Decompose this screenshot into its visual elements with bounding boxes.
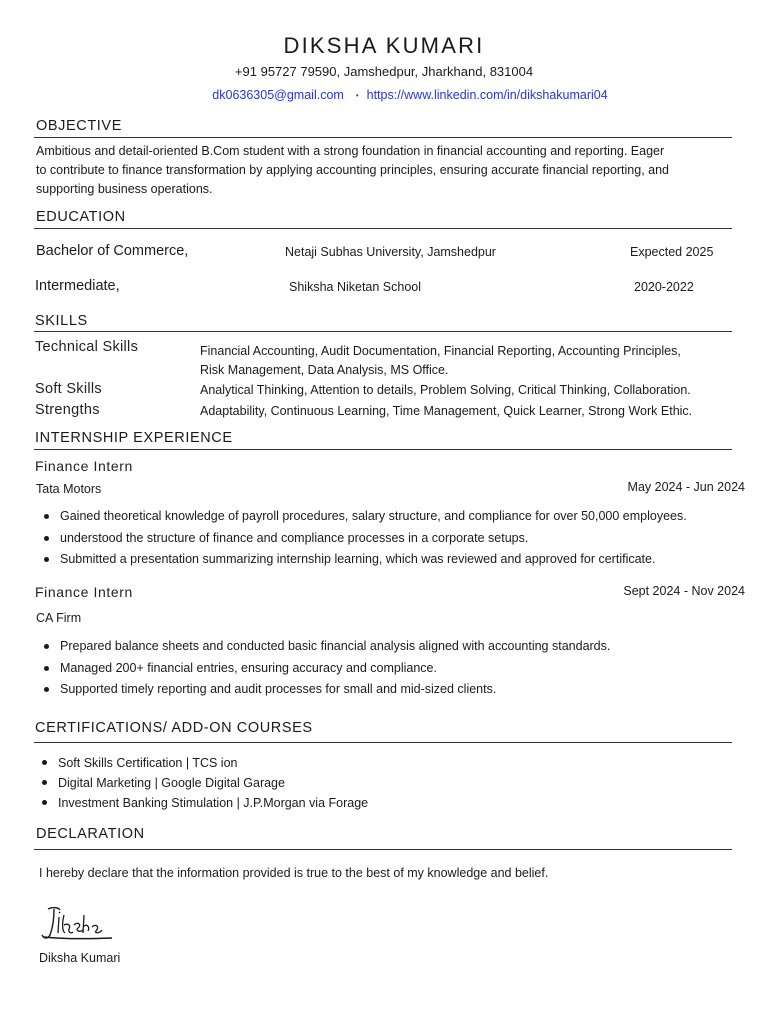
section-rule — [34, 849, 732, 850]
objective-line: supporting business operations. — [36, 182, 213, 196]
education-heading: EDUCATION — [36, 209, 126, 225]
declaration-heading: DECLARATION — [36, 826, 145, 842]
education-degree: Bachelor of Commerce, — [36, 243, 189, 259]
section-rule — [34, 137, 732, 138]
technical-skills-line: Risk Management, Data Analysis, MS Office. — [200, 363, 449, 377]
section-rule — [34, 228, 732, 229]
education-date: Expected 2025 — [630, 245, 714, 259]
certifications-heading: CERTIFICATIONS/ ADD-ON COURSES — [35, 720, 313, 736]
internship-bullets — [36, 506, 756, 571]
technical-skills-line: Financial Accounting, Audit Documentation, Financial Reporting, Accounting Principles, — [200, 344, 681, 358]
internship-dates: May 2024 - Jun 2024 — [627, 480, 745, 494]
internship-bullets — [36, 636, 756, 701]
certifications-list — [36, 753, 736, 813]
skills-heading: SKILLS — [35, 313, 88, 329]
education-date: 2020-2022 — [634, 280, 694, 294]
soft-skills-text: Analytical Thinking, Attention to details, Problem Solving, Critical Thinking, Collaboration. — [200, 383, 691, 397]
link-separator: • — [355, 91, 359, 101]
internship-company: Tata Motors — [36, 482, 102, 496]
email-link[interactable]: dk0636305@gmail.com — [212, 88, 344, 102]
objective-line: to contribute to finance transformation by applying accounting principles, ensuring accurate financial reporting, and — [36, 163, 670, 177]
strengths-text: Adaptability, Continuous Learning, Time Management, Quick Learner, Strong Work Ethic. — [200, 404, 693, 418]
technical-skills-text — [200, 342, 740, 380]
list-item: Digital Marketing | Google Digital Garage — [36, 773, 736, 793]
signature-icon — [38, 903, 118, 945]
linkedin-link[interactable]: https://www.linkedin.com/in/dikshakumari04 — [366, 88, 608, 102]
education-degree: Intermediate, — [35, 278, 120, 294]
internship-dates: Sept 2024 - Nov 2024 — [623, 584, 745, 598]
list-item: Gained theoretical knowledge of payroll procedures, salary structure, and compliance for over 50,000 employees. — [36, 506, 756, 528]
section-rule — [34, 331, 732, 332]
section-rule — [34, 742, 732, 743]
education-institution: Netaji Subhas University, Jamshedpur — [285, 245, 496, 259]
technical-skills-label: Technical Skills — [35, 339, 139, 355]
list-item: understood the structure of finance and compliance processes in a corporate setups. — [36, 528, 756, 550]
internship-heading: INTERNSHIP EXPERIENCE — [35, 430, 233, 446]
objective-text — [36, 142, 736, 199]
internship-role: Finance Intern — [35, 584, 133, 600]
strengths-label: Strengths — [35, 402, 100, 418]
list-item: Investment Banking Stimulation | J.P.Morgan via Forage — [36, 793, 736, 813]
contact-line: +91 95727 79590, Jamshedpur, Jharkhand, 831004 — [234, 64, 534, 79]
list-item: Prepared balance sheets and conducted basic financial analysis aligned with accounting standards. — [36, 636, 756, 658]
list-item: Submitted a presentation summarizing internship learning, which was reviewed and approved for certificate. — [36, 549, 756, 571]
education-institution: Shiksha Niketan School — [289, 280, 422, 294]
candidate-name: DIKSHA KUMARI — [283, 33, 485, 58]
internship-role: Finance Intern — [35, 458, 133, 474]
contact-links — [0, 88, 768, 102]
objective-heading: OBJECTIVE — [36, 118, 122, 134]
signature-text: Diksha — [78, 943, 82, 944]
list-item: Managed 200+ financial entries, ensuring accuracy and compliance. — [36, 658, 756, 680]
section-rule — [34, 449, 732, 450]
list-item: Soft Skills Certification | TCS ion — [36, 753, 736, 773]
declaration-text: I hereby declare that the information provided is true to the best of my knowledge and belief. — [39, 866, 549, 880]
internship-company: CA Firm — [36, 611, 82, 625]
signer-name: Diksha Kumari — [39, 951, 121, 965]
list-item: Supported timely reporting and audit processes for small and mid-sized clients. — [36, 679, 756, 701]
soft-skills-label: Soft Skills — [35, 381, 102, 397]
objective-line: Ambitious and detail-oriented B.Com student with a strong foundation in financial accounting and reporting. Eager — [36, 144, 665, 158]
